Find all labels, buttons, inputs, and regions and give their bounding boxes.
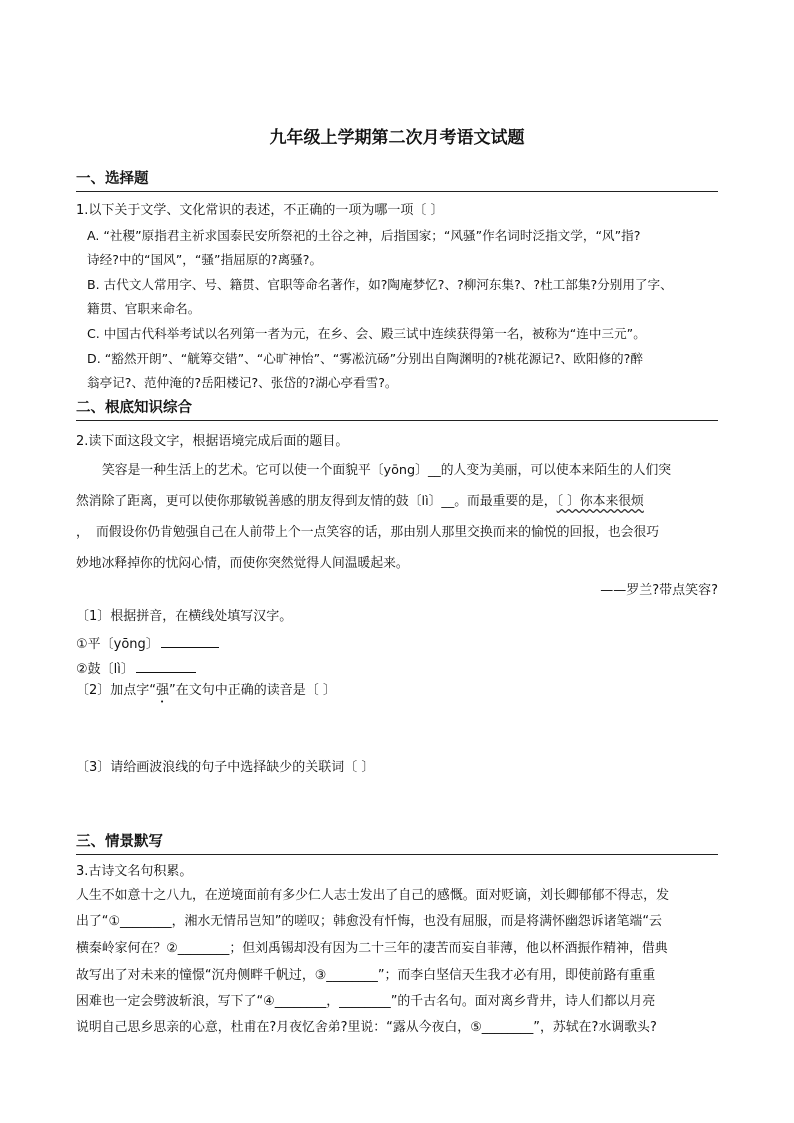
wavy-underlined-sentence: 〔 〕你本来很烦 [556, 494, 644, 509]
section-heading-recitation: 三、情景默写 [76, 834, 163, 850]
subquestion-1-item-b-label: ②鼓〔lì〕 [76, 662, 134, 677]
option-b-line-1: B. 古代文人常用字、号、籍贯、官职等命名著作，如?陶庵梦忆?、?柳河东集?、?杜工部集?分别用了字、 [87, 277, 673, 292]
passage-line-3: 而假设你仍肯勉强自己在人前带上个一点笑容的话，那由别人那里交换而来的愉悦的回报，也会很巧 [96, 525, 660, 540]
subquestion-2-text-post: ”在文句中正确的读音是〔 〕 [169, 683, 336, 698]
page-title: 九年级上学期第二次月考语文试题 [269, 128, 525, 148]
option-d-line-1: D. “豁然开朗”、“觥筹交错”、“心旷神怡”、“雾凇沆砀”分别出自陶渊明的?桃花源记?、欧阳修的?醉 [87, 351, 643, 366]
subquestion-1-item-a-label: ①平〔yōng〕 [76, 637, 159, 652]
option-c-line-1: C. 中国古代科举考试以名列第一者为元，在乡、会、殿三试中连续获得第一名，被称为“连中三元”。 [87, 326, 646, 341]
recitation-line-6: 说明自己思乡思亲的心意，杜甫在?月夜忆舍弟?里说：“露从今夜白，⑤________”，苏轼在?水调歌头? [76, 1020, 657, 1035]
recitation-line-1: 人生不如意十之八九，在逆境面前有多少仁人志士发出了自己的感慨。面对贬谪，刘长卿郁郁不得志，发 [76, 888, 669, 903]
recitation-line-2: 出了“①________，湘水无情吊岂知”的嗟叹；韩愈没有忏悔，也没有屈服，而是将满怀幽怨诉诸笔端“云 [76, 914, 662, 929]
option-a-line-1: A. “社稷”原指君主祈求国泰民安所祭祀的土谷之神，后指国家；“风骚”作名词时泛指文学，“风”指? [87, 228, 641, 243]
subquestion-3: 〔3〕请给画波浪线的句子中选择缺少的关联词〔 〕 [76, 760, 375, 775]
subquestion-2-text-pre: 〔2〕加点字“ [76, 683, 157, 698]
option-a-line-2: 诗经?中的“国风”，“骚”指屈原的?离骚?。 [87, 252, 323, 267]
question-3-intro: 3.古诗文名句积累。 [76, 864, 193, 879]
section-divider [76, 854, 718, 855]
passage-line-4: 妙地冰释掉你的忧闷心情，而使你突然觉得人间温暖起来。 [76, 556, 409, 571]
passage-line-2 [76, 494, 644, 510]
subquestion-1-item-b [76, 659, 196, 678]
recitation-line-5: 困难也一定会劈波斩浪，写下了“④________，________”的千古名句。面对离乡背井，诗人们都以月亮 [76, 994, 656, 1009]
passage-source: ——罗兰?带点笑容? [600, 583, 718, 598]
answer-blank[interactable] [161, 634, 219, 648]
section-divider [76, 420, 718, 421]
section-heading-choice: 一、选择题 [76, 171, 149, 187]
dotted-character: 强 [156, 683, 170, 698]
question-1-stem: 1.以下关于文学、文化常识的表述，不正确的一项为哪一项〔 〕 [76, 203, 444, 218]
section-heading-basics: 二、根底知识综合 [76, 400, 192, 416]
question-2-intro: 2.读下面这段文字，根据语境完成后面的题目。 [76, 434, 349, 449]
subquestion-1-item-a [76, 634, 219, 653]
section-divider [76, 191, 718, 192]
passage-line-3-comma: ， [76, 525, 89, 540]
recitation-line-3: 横秦岭家何在？②________；但刘禹锡却没有因为二十三年的凄苦而妄自菲薄，他以杯酒振作精神，借典 [76, 941, 668, 956]
passage-line-1: 笑容是一种生活上的艺术。它可以使一个面貌平〔yōng〕__的人变为美丽，可以使本来陌生的人们突 [102, 463, 672, 478]
answer-blank[interactable] [136, 659, 196, 673]
subquestion-1: 〔1〕根据拼音，在横线处填写汉字。 [76, 609, 293, 624]
option-b-line-2: 籍贯、官职来命名。 [87, 301, 201, 316]
subquestion-2 [76, 683, 336, 706]
option-d-line-2: 翁亭记?、范仲淹的?岳阳楼记?、张岱的?湖心亭看雪?。 [87, 375, 398, 390]
passage-line-2-text: 然消除了距离，更可以使你那敏锐善感的朋友得到友情的鼓〔lì〕__。而最重要的是， [76, 494, 557, 509]
recitation-line-4: 故写出了对未来的憧憬“沉舟侧畔千帆过，③________”；而李白坚信天生我才必有用，即使前路有重重 [76, 968, 656, 983]
